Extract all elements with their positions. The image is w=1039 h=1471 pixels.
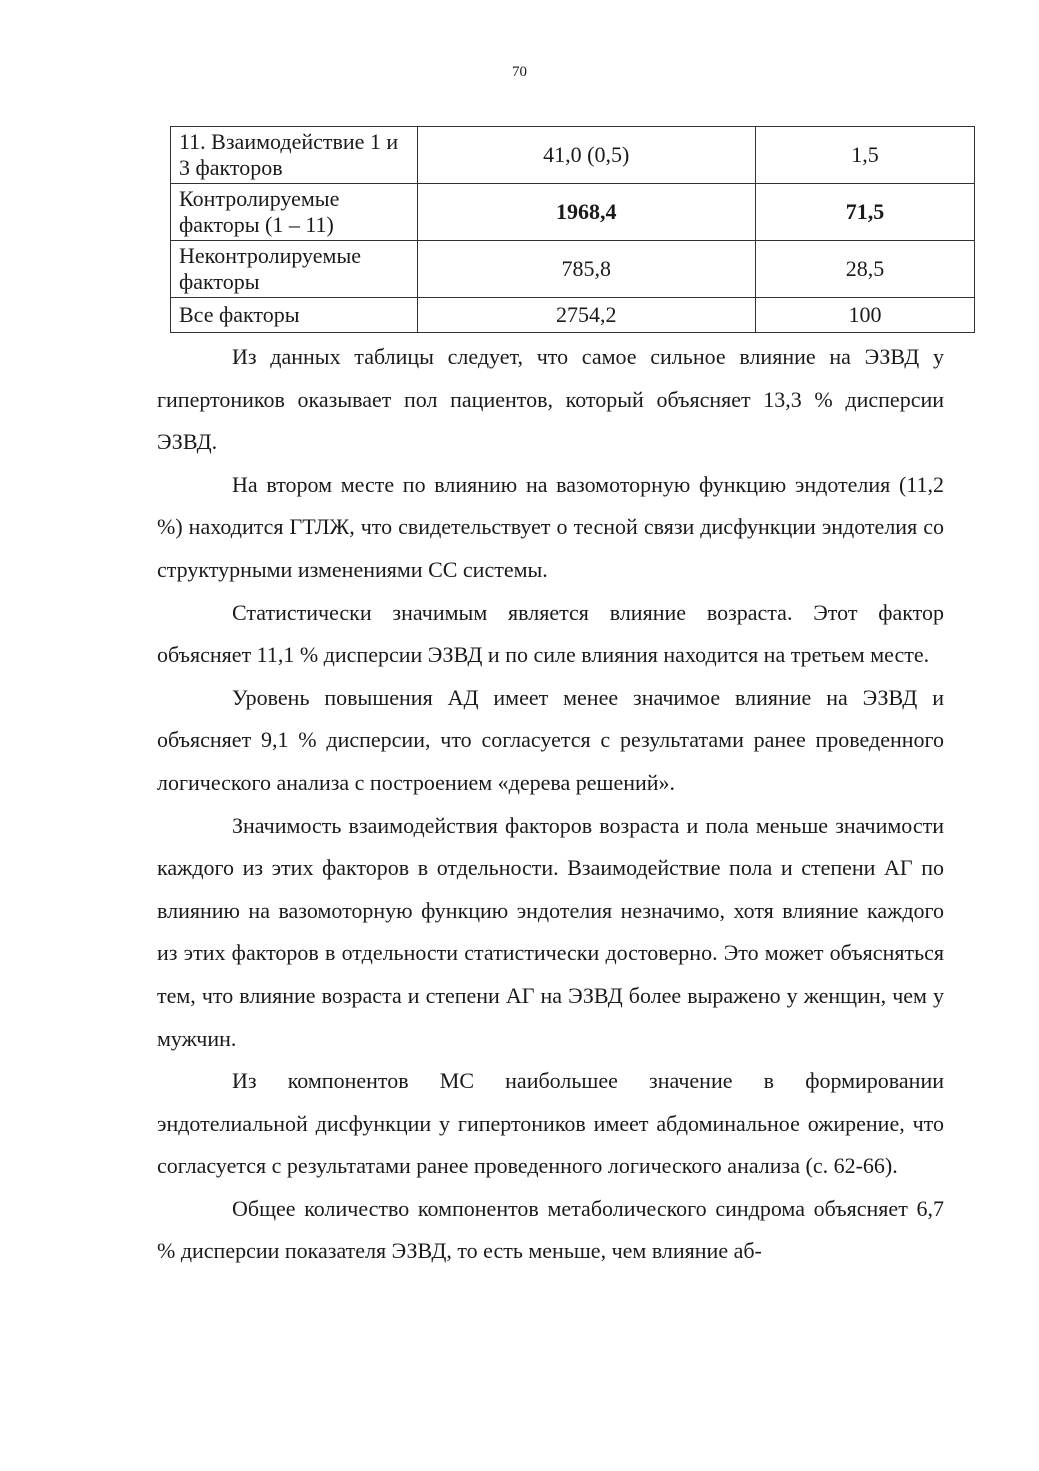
table-row [171,241,975,298]
paragraph: Из данных таблицы следует, что самое сильное влияние на ЭЗВД у гипертоников оказывает пол пациентов, который объясняет 13,3 % дисперсии ЭЗВД. [157,344,944,455]
percent-cell: 71,5 [755,184,974,241]
paragraph: Значимость взаимодействия факторов возраста и пола меньше значимости каждого из этих факторов в отдельности. Взаимодействие пола и степени АГ по влиянию на вазомоторную функцию эндотелия незначимо, хотя влияние каждого из этих факторов в отдельности статистически достоверно. Это может объясняться тем, что влияние возраста и степени АГ на ЭЗВД более выражено у женщин, чем у мужчин. [157,812,944,1051]
factor-name-cell: 11. Взаимодействие 1 и 3 факторов [171,127,418,184]
value-cell: 1968,4 [417,184,755,241]
paragraph: На втором месте по влиянию на вазомоторную функцию эндотелия (11,2 %) находится ГТЛЖ, что свидетельствует о тесной связи дисфункции эндотелия со структурными изменениями СС системы. [157,471,944,582]
factors-table [170,126,975,333]
paragraph: Из компонентов МС наибольшее значение в формировании эндотелиальной дисфункции у гипертоников имеет абдоминальное ожирение, что согласуется с результатами ранее проведенного логического анализа (с. 62-66). [157,1068,944,1179]
table-row [171,298,975,333]
paragraph: Общее количество компонентов метаболического синдрома объясняет 6,7 % дисперсии показателя ЭЗВД, то есть меньше, чем влияние аб- [157,1195,944,1264]
factor-name-cell: Неконтролируемые факторы [171,241,418,298]
paragraph: Уровень повышения АД имеет менее значимое влияние на ЭЗВД и объясняет 9,1 % дисперсии, что согласуется с результатами ранее проведенного логического анализа с построением «дерева решений». [157,684,944,795]
percent-cell: 28,5 [755,241,974,298]
percent-cell: 1,5 [755,127,974,184]
value-cell: 785,8 [417,241,755,298]
factor-name-cell: Контролируемые факторы (1 – 11) [171,184,418,241]
page-number: 70 [512,64,527,80]
paragraph: Статистически значимым является влияние возраста. Этот фактор объясняет 11,1 % дисперсии ЭЗВД и по силе влияния находится на третьем месте. [157,599,944,668]
factor-name-cell: Все факторы [171,298,418,333]
percent-cell: 100 [755,298,974,333]
value-cell: 2754,2 [417,298,755,333]
table-row [171,184,975,241]
body-text [157,336,944,1273]
table-row [171,127,975,184]
value-cell: 41,0 (0,5) [417,127,755,184]
